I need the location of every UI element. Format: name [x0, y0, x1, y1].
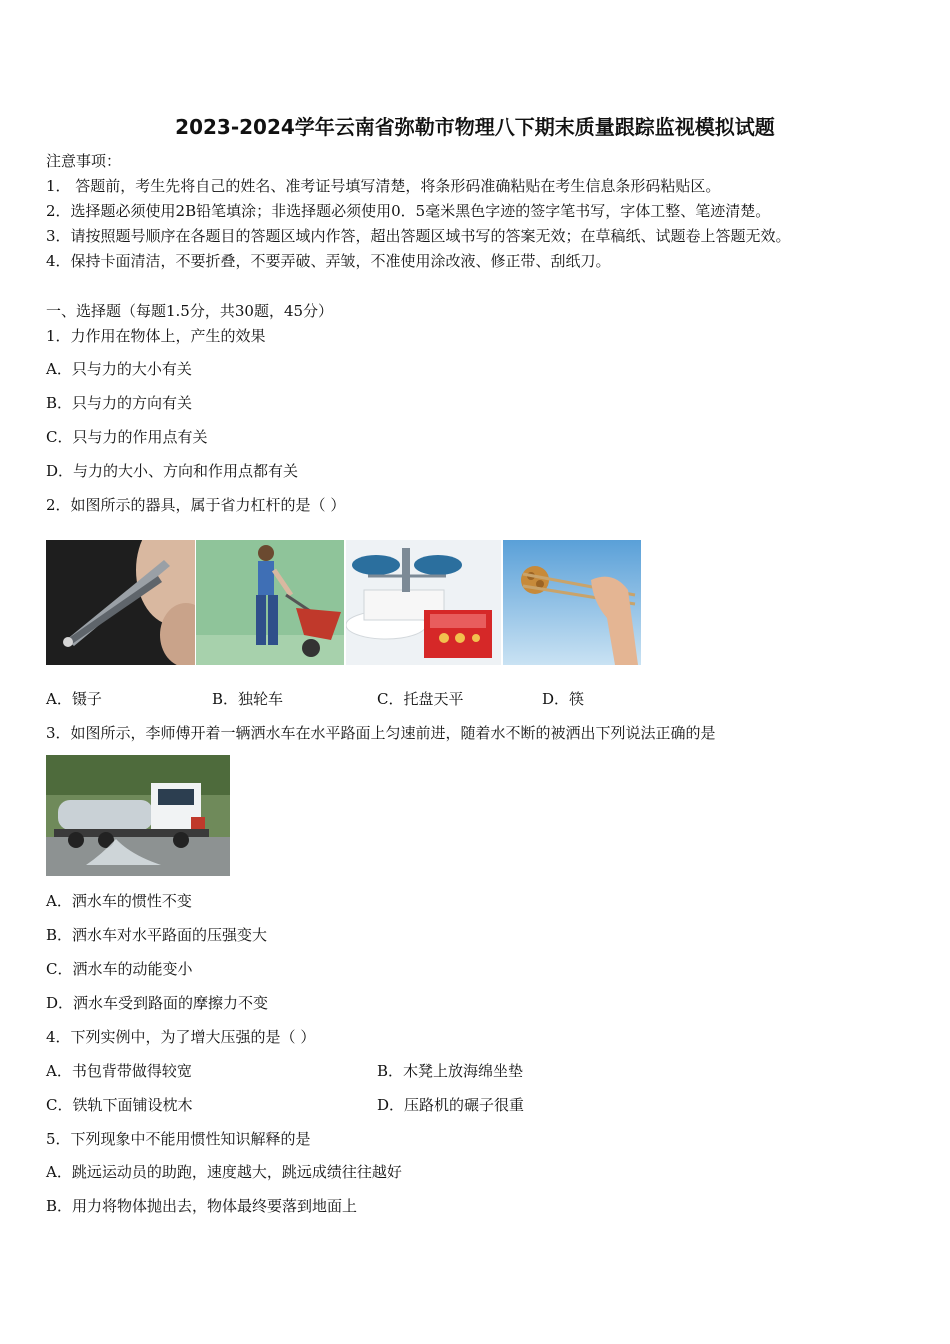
q3-option-b: B．洒水车对水平路面的压强变大	[46, 926, 268, 944]
section-heading: 一、选择题（每题1.5分，共30题，45分）	[46, 302, 334, 320]
q1-option-b: B．只与力的方向有关	[46, 394, 193, 412]
q5-option-b: B．用力将物体抛出去，物体最终要落到地面上	[46, 1197, 358, 1215]
notice-item-2: 2．选择题必须使用2B铅笔填涂；非选择题必须使用0．5毫米黑色字迹的签字笔书写，字体工整、笔迹清楚。	[46, 202, 771, 220]
notice-item-1: 1． 答题前，考生先将自己的姓名、准考证号填写清楚，将条形码准确粘贴在考生信息条形码粘贴区。	[46, 177, 721, 195]
notice-item-4: 4．保持卡面清洁，不要折叠，不要弄破、弄皱，不准使用涂改液、修正带、刮纸刀。	[46, 252, 611, 270]
notice-item-3: 3．请按照题号顺序在各题目的答题区域内作答，超出答题区域书写的答案无效；在草稿纸、试题卷上答题无效。	[46, 227, 791, 245]
q1-option-d: D．与力的大小、方向和作用点都有关	[46, 462, 299, 480]
q4-option-d: D．压路机的碾子很重	[377, 1096, 525, 1114]
chopsticks-image	[503, 540, 641, 665]
q2-option-c: C．托盘天平	[377, 690, 464, 708]
q1-option-c: C．只与力的作用点有关	[46, 428, 208, 446]
q4-option-a: A．书包背带做得较宽	[46, 1062, 192, 1080]
wheelbarrow-image	[196, 540, 344, 665]
q5-option-a: A．跳远运动员的助跑，速度越大，跳远成绩往往越好	[46, 1163, 402, 1181]
q2-option-a: A．镊子	[46, 690, 102, 708]
balance-scale-image	[346, 540, 501, 665]
q3-option-a: A．洒水车的惯性不变	[46, 892, 192, 910]
q3-option-c: C．洒水车的动能变小	[46, 960, 193, 978]
q1-stem: 1．力作用在物体上，产生的效果	[46, 327, 266, 345]
notice-heading: 注意事项：	[46, 152, 122, 170]
q1-option-a: A．只与力的大小有关	[46, 360, 192, 378]
q4-stem: 4．下列实例中，为了增大压强的是（ ）	[46, 1028, 316, 1046]
q2-option-d: D．筷	[542, 690, 585, 708]
page-title: 2023-2024学年云南省弥勒市物理八下期末质量跟踪监视模拟试题	[175, 115, 775, 139]
q4-option-c: C．铁轨下面铺设枕木	[46, 1096, 193, 1114]
q4-option-b: B．木凳上放海绵坐垫	[377, 1062, 524, 1080]
water-truck-image	[46, 755, 230, 876]
q2-option-b: B．独轮车	[212, 690, 284, 708]
q2-stem: 2．如图所示的器具，属于省力杠杆的是（ ）	[46, 496, 346, 514]
tweezers-image	[46, 540, 195, 665]
q3-option-d: D．洒水车受到路面的摩擦力不变	[46, 994, 269, 1012]
q5-stem: 5．下列现象中不能用惯性知识解释的是	[46, 1130, 311, 1148]
q3-stem: 3．如图所示，李师傅开着一辆洒水车在水平路面上匀速前进，随着水不断的被洒出下列说法正确的是	[46, 724, 716, 742]
